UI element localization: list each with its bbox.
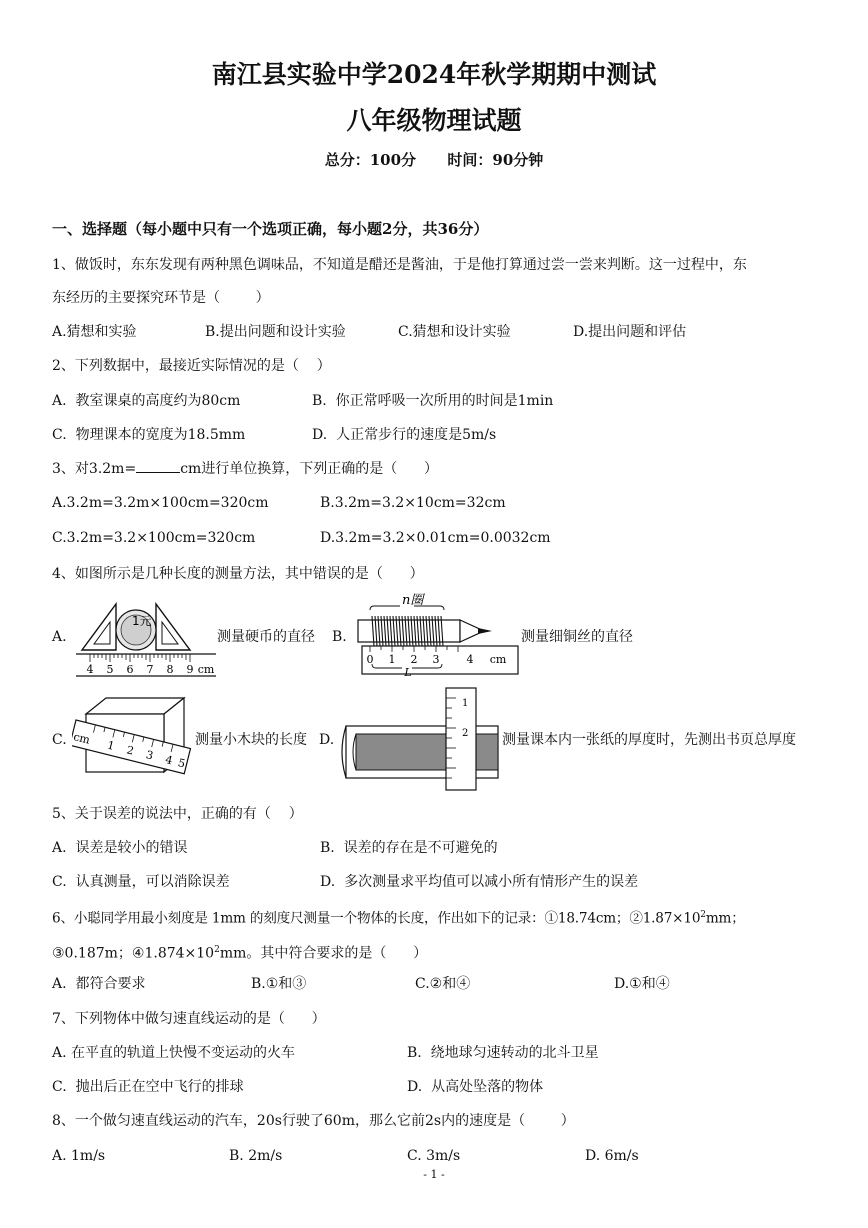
page-number: - 1 - (423, 1168, 445, 1181)
section-heading: 一、选择题（每小题中只有一个选项正确，每小题2分，共36分） (52, 220, 489, 238)
q6-option-d: D.①和④ (614, 976, 670, 992)
q8-stem: 8、一个做匀速直线运动的汽车，20s行驶了60m，那么它前2s内的速度是（ ） (52, 1113, 575, 1129)
fig-a-tick-9: 9 (186, 663, 194, 676)
fig-a-tick-4: 4 (86, 663, 94, 676)
q6-line1-unit: mm； (705, 910, 745, 927)
fig-c-tick-5: 5 (176, 756, 187, 771)
q1-stem-line1: 1、做饭时，东东发现有两种黑色调味品，不知道是醋还是酱油，于是他打算通过尝一尝来判断。这一过程中，东 (52, 257, 747, 273)
q2-option-a: A. 教室课桌的高度约为80cm (52, 393, 241, 409)
q3-option-d: D.3.2m=3.2×0.01cm=0.0032cm (320, 530, 551, 546)
fig-a-unit: cm (197, 663, 215, 676)
fig-c-tick-2: 2 (125, 743, 136, 758)
q5-option-c: C. 认真测量，可以消除误差 (52, 874, 230, 890)
fig-b-tick-0: 0 (366, 653, 374, 666)
q2-option-d: D. 人正常步行的速度是5m/s (312, 427, 497, 443)
q6-option-a: A. 都符合要求 (52, 976, 146, 992)
q6-line2-text: ③0.187m；④1.874×10 (52, 945, 215, 962)
q2-stem: 2、下列数据中，最接近实际情况的是（ ） (52, 358, 331, 374)
q4-c-letter: C. (52, 732, 67, 748)
q7-option-b: B. 绕地球匀速转动的北斗卫星 (407, 1045, 599, 1061)
fig-c-tick-4: 4 (164, 753, 175, 768)
fig-b-tick-2: 2 (410, 653, 418, 666)
book-thickness-figure (338, 686, 500, 792)
q6-line2-rest: mm。其中符合要求的是（ ） (219, 945, 428, 962)
q6-stem-line1 (52, 906, 745, 928)
fig-c-unit: cm (72, 730, 92, 747)
fig-d-tick-2: 2 (462, 728, 469, 739)
q1-option-c: C.猜想和设计实验 (398, 324, 511, 340)
fig-b-tick-1: 1 (388, 653, 396, 666)
q5-option-a: A. 误差是较小的错误 (52, 840, 188, 856)
q6-line1-text: 6、小聪同学用最小刻度是 1mm 的刻度尺测量一个物体的长度，作出如下的记录：①18.74cm；②1.87×10 (52, 910, 701, 927)
q3-option-c: C.3.2m=3.2×100cm=320cm (52, 530, 256, 546)
fig-b-n-label: n圈 (402, 593, 424, 608)
q1-option-d: D.提出问题和评估 (573, 324, 687, 340)
q1-option-b: B.提出问题和设计实验 (205, 324, 346, 340)
q3-option-a: A.3.2m=3.2m×100cm=320cm (52, 495, 269, 511)
q3-stem (52, 460, 438, 478)
q1-option-a: A.猜想和实验 (52, 324, 137, 340)
q3-option-b: B.3.2m=3.2×10cm=32cm (320, 495, 506, 511)
q3-stem-part2: cm进行单位换算，下列正确的是（ ） (180, 461, 439, 477)
q4-stem: 4、如图所示是几种长度的测量方法，其中错误的是（ ） (52, 566, 424, 582)
q7-stem: 7、下列物体中做匀速直线运动的是（ ） (52, 1011, 326, 1027)
q7-option-a: A. 在平直的轨道上快慢不变运动的火车 (52, 1045, 296, 1061)
fig-b-l-label: L (404, 666, 412, 679)
q8-option-b: B. 2m/s (229, 1148, 283, 1164)
fig-c-tick-1: 1 (105, 738, 116, 753)
fig-b-tick-3: 3 (432, 653, 440, 666)
q8-option-c: C. 3m/s (407, 1148, 461, 1164)
q8-option-d: D. 6m/s (585, 1148, 639, 1164)
q6-option-b: B.①和③ (251, 976, 307, 992)
q8-option-a: A. 1m/s (52, 1148, 106, 1164)
wood-block-figure (72, 692, 198, 782)
q2-option-b: B. 你正常呼吸一次所用的时间是1min (312, 393, 554, 409)
q5-option-d: D. 多次测量求平均值可以减小所有情形产生的误差 (320, 874, 639, 890)
q4-a-letter: A. (52, 629, 67, 645)
fig-a-tick-5: 5 (106, 663, 114, 676)
exam-title: 南江县实验中学2024年秋学期期中测试 (211, 60, 657, 89)
q4-a-text: 测量硬币的直径 (217, 629, 315, 645)
q4-b-text: 测量细铜丝的直径 (521, 629, 633, 645)
wire-measure-figure (352, 588, 522, 680)
q4-c-text: 测量小木块的长度 (195, 732, 307, 748)
q7-option-c: C. 抛出后正在空中飞行的排球 (52, 1079, 244, 1095)
q6-line1-exponent: 2 (700, 910, 706, 920)
fig-c-tick-3: 3 (144, 748, 155, 763)
q3-stem-part1: 3、对3.2m= (52, 461, 137, 477)
coin-label: 1元 (132, 614, 152, 628)
q1-stem-line2: 东经历的主要探究环节是（ ） (52, 290, 270, 306)
fig-b-tick-4: 4 (466, 653, 474, 666)
fig-b-unit: cm (489, 653, 507, 666)
q4-b-letter: B. (332, 629, 347, 645)
exam-meta: 总分：100分 时间：90分钟 (324, 151, 544, 169)
q5-stem: 5、关于误差的说法中，正确的有（ ） (52, 806, 303, 822)
q6-stem-line2 (52, 941, 427, 963)
q6-option-c: C.②和④ (415, 976, 471, 992)
fig-a-tick-6: 6 (126, 663, 134, 676)
coin-measure-figure (72, 598, 220, 678)
q2-option-c: C. 物理课本的宽度为18.5mm (52, 427, 246, 443)
fig-a-tick-7: 7 (146, 663, 154, 676)
fig-d-tick-1: 1 (462, 698, 469, 709)
fig-a-tick-8: 8 (166, 663, 174, 676)
q7-option-d: D. 从高处坠落的物体 (407, 1079, 544, 1095)
q6-line2-exponent: 2 (214, 945, 220, 955)
q3-blank (136, 460, 180, 473)
exam-subtitle: 八年级物理试题 (346, 106, 522, 135)
q4-d-letter: D. (319, 732, 335, 748)
q4-d-text: 测量课本内一张纸的厚度时，先测出书页总厚度 (502, 732, 796, 748)
q5-option-b: B. 误差的存在是不可避免的 (320, 840, 498, 856)
